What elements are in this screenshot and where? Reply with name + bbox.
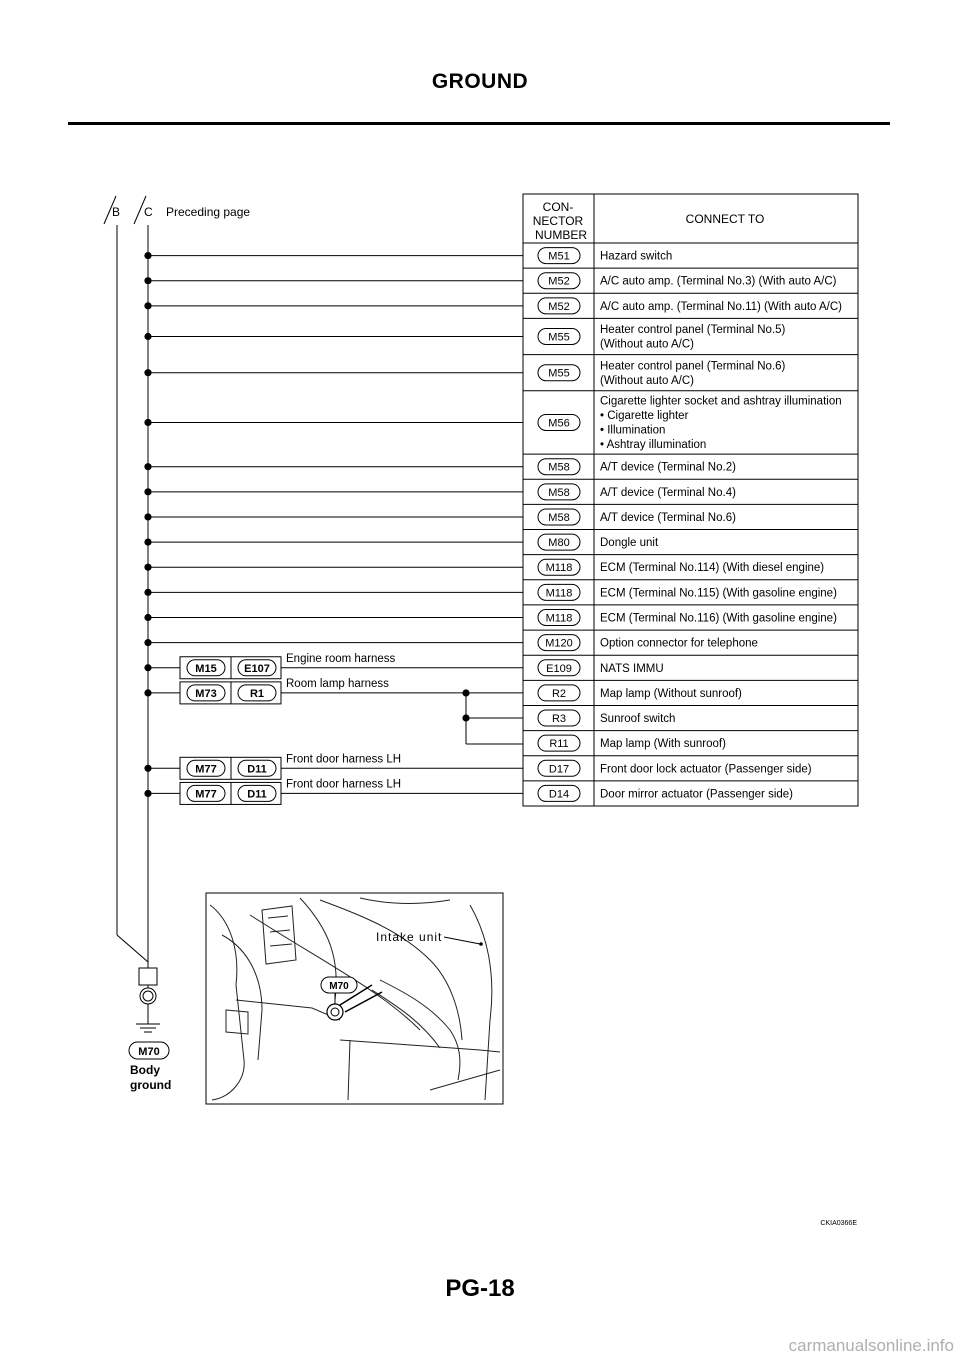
splice-dot xyxy=(144,664,151,671)
connector-number: D14 xyxy=(548,788,570,801)
harness-connector-b: D11 xyxy=(247,788,267,801)
connect-to-text: Door mirror actuator (Passenger side) xyxy=(600,788,794,801)
splice-dot xyxy=(144,463,151,470)
connect-to-text: Hazard switch xyxy=(600,250,673,263)
connector-number: D17 xyxy=(548,763,570,776)
connect-to-text: • Ashtray illumination xyxy=(600,439,707,452)
connect-to-text: Option connector for telephone xyxy=(600,637,758,650)
connect-to-text: ECM (Terminal No.114) (With diesel engine) xyxy=(600,562,825,575)
harness-connector xyxy=(180,678,389,704)
ground-wire xyxy=(144,639,523,646)
splice-dot xyxy=(144,513,151,520)
table-row xyxy=(523,396,858,454)
ground-wire xyxy=(144,538,523,545)
connector-number: M56 xyxy=(548,417,570,430)
harness-label: Room lamp harness xyxy=(286,677,389,690)
ground-wire xyxy=(144,277,523,284)
splice-dot xyxy=(144,564,151,571)
header-connector-2: NECTOR xyxy=(532,214,584,228)
harness-connector-a: M77 xyxy=(195,788,217,801)
ground-wire xyxy=(144,589,523,596)
connect-to-text: A/C auto amp. (Terminal No.3) (With auto A/C) xyxy=(600,275,837,288)
connect-to-text: ECM (Terminal No.116) (With gasoline engine) xyxy=(600,612,837,625)
left-labels xyxy=(104,196,250,224)
splice-dot xyxy=(144,277,151,284)
ground-wire xyxy=(144,302,523,309)
header-connector-3: NUMBER xyxy=(534,228,588,242)
connect-to-text: ECM (Terminal No.115) (With gasoline engine) xyxy=(600,587,837,600)
connect-to-text: Sunroof switch xyxy=(600,713,676,726)
splice-dot xyxy=(144,639,151,646)
table-row xyxy=(523,760,858,781)
harness-label: Front door harness LH xyxy=(286,753,402,766)
splice-dot xyxy=(144,538,151,545)
figure-code: CKIA0366E xyxy=(820,1220,857,1227)
ground-wire xyxy=(144,333,523,340)
table-row xyxy=(523,459,858,480)
connect-to-text: A/T device (Terminal No.2) xyxy=(600,461,736,474)
table-row xyxy=(523,609,858,630)
ground-location-photo xyxy=(206,893,503,1104)
header-connect-to: CONNECT TO xyxy=(685,212,765,226)
table-row xyxy=(523,273,858,294)
connector-number: M118 xyxy=(545,587,573,600)
connect-to-text: Heater control panel (Terminal No.6) xyxy=(600,360,786,373)
harness-connector-b: R1 xyxy=(249,687,265,700)
harness-connector-a: M15 xyxy=(195,662,217,675)
connector-number: M58 xyxy=(548,486,570,499)
connector-number: M55 xyxy=(548,331,570,344)
map-lamp-branch xyxy=(462,689,523,744)
splice-dot xyxy=(144,589,151,596)
connector-number: M118 xyxy=(545,612,573,625)
harness-connector-a: M73 xyxy=(195,687,217,700)
connector-number: M80 xyxy=(548,537,570,550)
table-row xyxy=(523,534,858,555)
harness-connector-b: D11 xyxy=(247,763,267,776)
connector-number: R11 xyxy=(549,738,569,751)
connector-number: E109 xyxy=(546,662,572,675)
table-row xyxy=(523,584,858,605)
connect-to-text: • Cigarette lighter xyxy=(600,410,689,423)
splice-dot xyxy=(144,614,151,621)
connect-to-text: Map lamp (With sunroof) xyxy=(600,738,726,751)
harness-label: Front door harness LH xyxy=(286,778,402,791)
splice-dot xyxy=(144,765,151,772)
harness-connector-a: M77 xyxy=(195,763,217,776)
table-row xyxy=(523,660,858,681)
harness-connector xyxy=(180,653,396,679)
table-row xyxy=(538,785,793,801)
label-b: B xyxy=(112,205,121,219)
label-preceding-page: Preceding page xyxy=(166,205,251,219)
table-row xyxy=(523,710,858,731)
connector-number: M58 xyxy=(548,511,570,524)
connector-number: R2 xyxy=(551,687,567,700)
connect-to-text: (Without auto A/C) xyxy=(600,338,694,351)
splice-dot xyxy=(144,790,151,797)
ground-wire xyxy=(144,419,523,426)
splice-dot xyxy=(462,714,469,721)
harness-connectors xyxy=(180,653,401,805)
splice-dot xyxy=(144,333,151,340)
ground-wire xyxy=(144,463,523,470)
ground-label-line2: ground xyxy=(130,1078,172,1092)
connect-to-text: A/T device (Terminal No.4) xyxy=(600,486,736,499)
ground-label-line1: Body xyxy=(130,1063,160,1077)
table-row xyxy=(523,735,858,756)
connector-number: M118 xyxy=(545,562,573,575)
connector-number: R3 xyxy=(551,713,567,726)
connect-to-text: Cigarette lighter socket and ashtray illumination xyxy=(600,395,842,408)
connector-number: M55 xyxy=(548,367,570,380)
splice-dot xyxy=(462,689,469,696)
header-connector-1: CON- xyxy=(542,200,574,214)
splice-dot xyxy=(144,369,151,376)
splice-dot xyxy=(144,488,151,495)
table-row xyxy=(523,635,858,656)
ground-wire xyxy=(144,564,523,571)
page-title: GROUND xyxy=(431,70,529,93)
splice-dot xyxy=(144,302,151,309)
harness-connector xyxy=(180,778,401,804)
photo-callout-intake-unit: Intake unit xyxy=(376,930,443,944)
connector-number: M58 xyxy=(548,461,570,474)
harness-connector xyxy=(180,753,401,779)
connector-number: M52 xyxy=(548,300,570,313)
page-number: PG-18 xyxy=(445,1275,515,1302)
table-row xyxy=(523,484,858,505)
splice-dot xyxy=(144,419,151,426)
harness-label: Engine room harness xyxy=(286,652,396,665)
connect-to-text: Map lamp (Without sunroof) xyxy=(600,687,742,700)
connect-to-text: (Without auto A/C) xyxy=(600,374,694,387)
ground-wire xyxy=(144,252,523,259)
table-row xyxy=(523,509,858,530)
connect-to-text: Heater control panel (Terminal No.5) xyxy=(600,324,786,337)
connector-number: M52 xyxy=(548,275,570,288)
connector-number: M120 xyxy=(545,637,573,650)
watermark: carmanualsonline.info xyxy=(788,1336,954,1355)
splice-dot xyxy=(144,689,151,696)
body-ground-symbol xyxy=(129,968,171,1092)
connect-to-text: Dongle unit xyxy=(600,537,659,550)
ground-wire xyxy=(144,614,523,621)
connect-to-text: A/T device (Terminal No.6) xyxy=(600,511,736,524)
harness-connector-b: E107 xyxy=(244,662,270,675)
table-row xyxy=(523,559,858,580)
photo-connector-label: M70 xyxy=(329,981,349,992)
connect-to-text: NATS IMMU xyxy=(600,662,664,675)
connect-to-text: • Illumination xyxy=(600,424,666,437)
connect-to-text: A/C auto amp. (Terminal No.11) (With auto A/C) xyxy=(600,300,843,313)
label-c: C xyxy=(144,205,153,219)
table-row xyxy=(523,248,858,269)
splice-dot xyxy=(144,252,151,259)
table-row xyxy=(523,324,858,354)
ground-wire xyxy=(144,488,523,495)
connect-to-text: Front door lock actuator (Passenger side) xyxy=(600,763,812,776)
connector-number: M51 xyxy=(548,250,570,263)
ground-wire xyxy=(144,369,523,376)
table-row xyxy=(523,298,858,319)
ground-wire xyxy=(144,513,523,520)
wire-b-diagonal xyxy=(117,935,148,962)
table-row xyxy=(523,685,858,706)
table-row xyxy=(523,360,858,390)
ground-connector-label: M70 xyxy=(138,1046,160,1058)
